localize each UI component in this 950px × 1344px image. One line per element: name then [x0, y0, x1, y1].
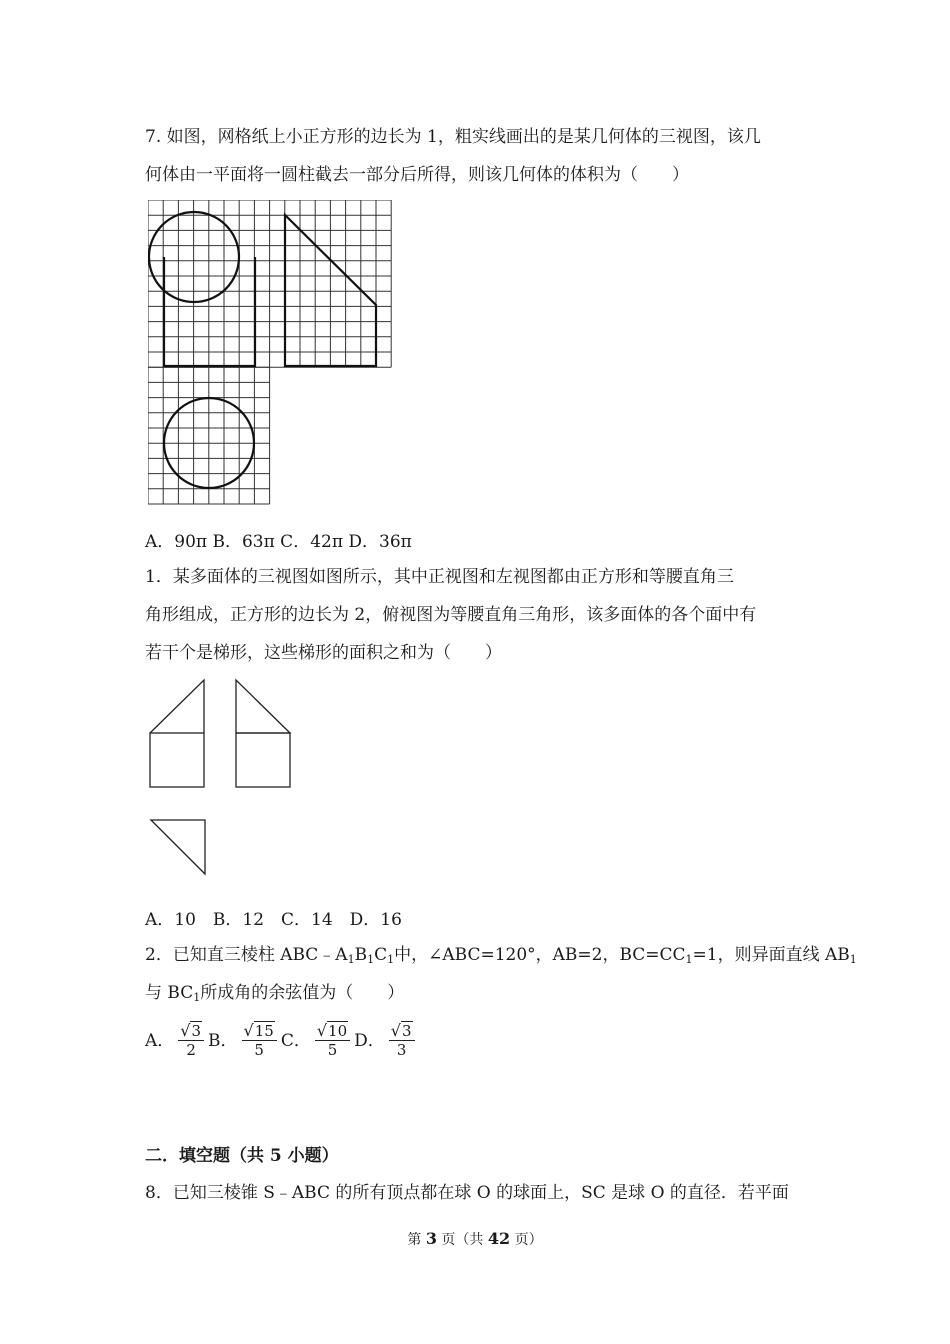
page-number: 3: [425, 1229, 437, 1248]
subscript: 1: [367, 953, 375, 966]
subscript: 1: [387, 953, 395, 966]
radicand: 3: [401, 1022, 412, 1040]
denominator: 3: [396, 1041, 407, 1059]
q8-line1: 8．已知三棱锥 S﹣ABC 的所有顶点都在球 O 的球面上，SC 是球 O 的直径．若平面: [145, 1183, 789, 1203]
q7-line2: 何体由一平面将一圆柱截去一部分后所得，则该几何体的体积为（ ）: [145, 165, 689, 185]
sqrt-sign: √: [316, 1021, 328, 1040]
q2-text: 与 BC: [145, 983, 194, 1003]
q1-line1: 1．某多面体的三视图如图所示，其中正视图和左视图都由正方形和等腰直角三: [145, 567, 734, 587]
q2-text: 中，∠ABC=120°，AB=2，BC=CC: [394, 945, 686, 965]
q2-text: C: [374, 945, 388, 965]
q1-three-view-figure: [146, 676, 296, 881]
q1-options: A．10 B．12 C．14 D．16: [145, 910, 402, 930]
radicand: 15: [254, 1022, 274, 1040]
q1-line2: 角形组成，正方形的边长为 2，俯视图为等腰直角三角形，该多面体的各个面中有: [145, 605, 757, 625]
subscript: 1: [193, 991, 201, 1004]
subscript: 1: [685, 953, 693, 966]
option-a-fraction: [178, 1022, 204, 1059]
q7-three-view-figure: [148, 200, 394, 505]
footer-text: 第: [407, 1232, 426, 1248]
q1-front-square: [150, 733, 204, 787]
q2-text: 2．已知直三棱柱 ABC﹣A: [145, 945, 348, 965]
q7-line1: 7. 如图，网格纸上小正方形的边长为 1，粗实线画出的是某几何体的三视图，该几: [145, 127, 761, 147]
option-d-fraction: [389, 1022, 415, 1059]
option-a-label: A．: [145, 1030, 175, 1051]
footer-text: 页（共: [436, 1232, 488, 1248]
q7-options: A．90π B．63π C．42π D．36π: [145, 532, 412, 552]
radicand: 10: [328, 1022, 348, 1040]
q1-side-triangle: [236, 680, 290, 733]
q7-front-rect: [164, 257, 255, 366]
denominator: 5: [254, 1041, 264, 1059]
sqrt-sign: √: [390, 1021, 401, 1040]
option-c-fraction: [315, 1022, 350, 1059]
section-title: 二．填空题（共 5 小题）: [145, 1146, 339, 1166]
sqrt-sign: √: [180, 1021, 191, 1040]
option-c-label: C．: [280, 1030, 311, 1051]
footer-text: 页）: [510, 1232, 543, 1248]
option-b-label: B．: [208, 1030, 238, 1051]
q1-line3: 若干个是梯形，这些梯形的面积之和为（ ）: [145, 643, 502, 663]
page-footer: [0, 1229, 950, 1249]
subscript: 1: [347, 953, 355, 966]
q2-text: =1，则异面直线 AB: [692, 945, 850, 965]
q1-top-triangle: [151, 820, 205, 874]
option-b-fraction: [242, 1022, 277, 1059]
denominator: 5: [327, 1041, 338, 1059]
sqrt-sign: √: [243, 1021, 254, 1040]
q1-side-square: [236, 733, 290, 787]
q2-line1: [145, 945, 857, 970]
q2-text: B: [354, 945, 368, 965]
option-d-label: D．: [354, 1030, 385, 1051]
q2-options: [145, 1018, 419, 1063]
total-pages: 42: [487, 1229, 511, 1248]
q2-line2: [145, 983, 404, 1008]
q1-front-triangle: [150, 680, 204, 733]
subscript: 1: [849, 953, 857, 966]
q2-text: 所成角的余弦值为（ ）: [200, 983, 405, 1003]
denominator: 2: [186, 1041, 196, 1059]
radicand: 3: [191, 1022, 202, 1040]
